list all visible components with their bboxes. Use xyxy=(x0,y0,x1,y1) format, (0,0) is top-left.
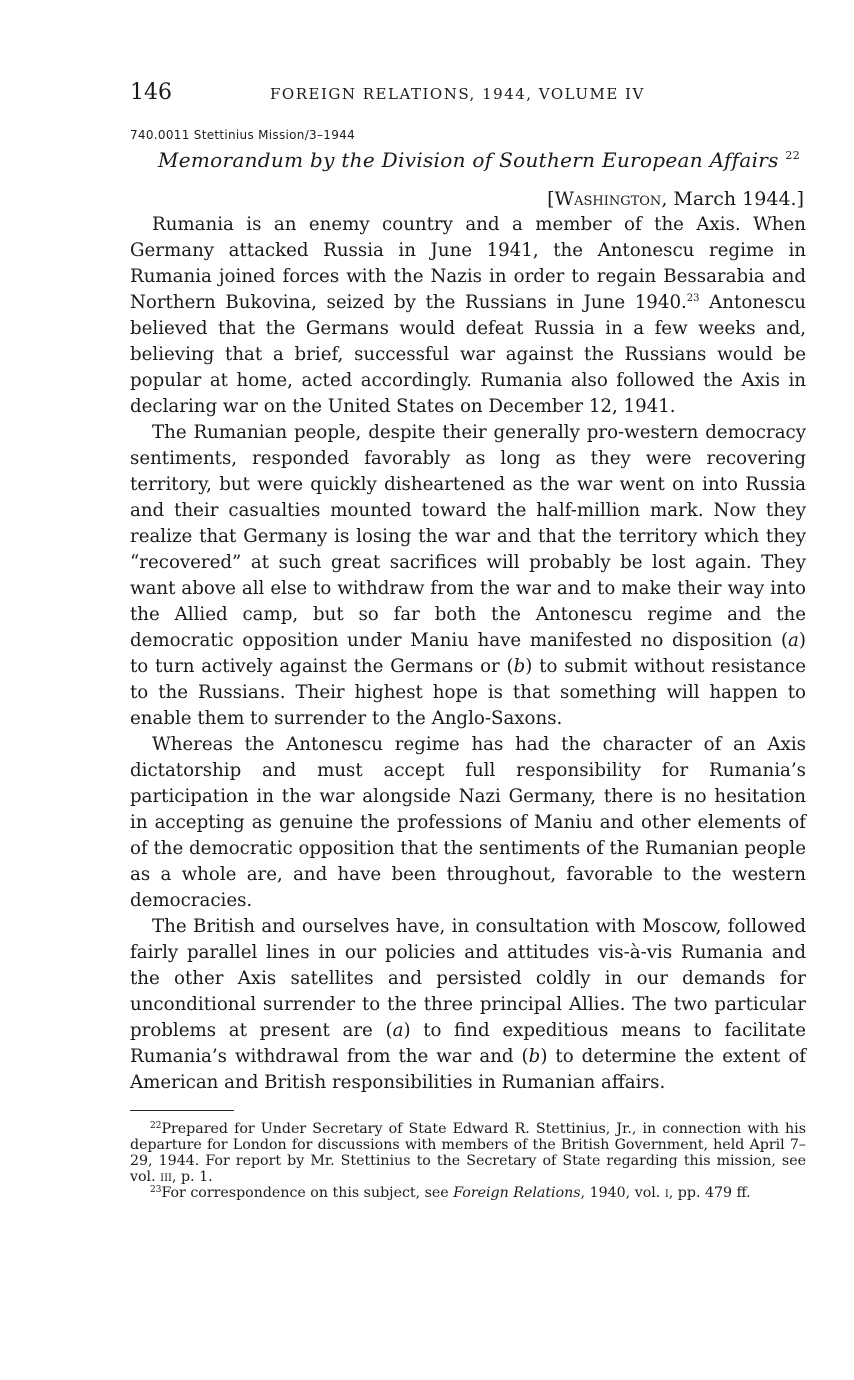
paragraph-2-text-c: ) to submit without resistance to the Russians. Their highest hope is that something will happen to enable them to surrender to the Anglo-Saxons. xyxy=(130,656,806,729)
running-title: FOREIGN RELATIONS, 1944, VOLUME IV xyxy=(270,85,645,103)
page-number: 146 xyxy=(130,80,172,105)
title-footnote-ref: 22 xyxy=(785,149,801,162)
dateline-date: , March 1944. xyxy=(661,188,797,210)
document-title xyxy=(158,148,806,172)
paragraph-4-item-b: b xyxy=(528,1046,541,1067)
footnote-23-marker: 23 xyxy=(150,1185,162,1195)
paragraph-2-text-a: The Rumanian people, despite their generally pro-western democracy sentiments, responded favorably as long as they were recovering territory, but were quickly disheartened as the war went on into Russia and their casualties mounted toward the half-million mark. Now they realize that Germany is losing the war and that the territory which they “recovered” at such great sacrifices will probably be lost again. They want above all else to withdraw from the war and to make their way into the Allied camp, but so far both the Antonescu regime and the democratic opposition under Maniu have manifested no disposition ( xyxy=(130,422,806,651)
footnote-divider xyxy=(130,1110,234,1111)
paragraph-4-text-a: The British and ourselves have, in consultation with Moscow, followed fairly parallel lines in our policies and attitudes vis-à-vis Rumania and the other Axis satellites and persisted coldly in our demands for unconditional surrender to the three principal Allies. The two particular problems at present are ( xyxy=(130,916,806,1041)
file-number: 740.0011 Stettinius Mission/3–1944 xyxy=(130,128,356,142)
paragraph-1 xyxy=(130,212,806,420)
paragraph-4-item-a: a xyxy=(392,1020,404,1041)
footnote-23-text-a: For correspondence on this subject, see xyxy=(161,1185,454,1201)
footnote-23-volume: i xyxy=(664,1185,669,1201)
paragraph-4-text-b: ) to find expeditious means to facilitate Rumania’s withdrawal from the war and ( xyxy=(130,1020,806,1067)
paragraph-4 xyxy=(130,914,806,1096)
dateline-place: Washington xyxy=(554,188,662,210)
footnote-23-italic-title: Foreign Relations xyxy=(453,1185,581,1201)
paragraph-3: Whereas the Antonescu regime has had the character of an Axis dictatorship and must accept full responsibility for Rumania’s participation in the war alongside Nazi Germany, there is no hesitation in accepting as genuine the professions of Maniu and other elements of of the democratic opposition that the sentiments of the Rumanian people as a whole are, and have been throughout, favorable to the western democracies. xyxy=(130,734,806,911)
paragraph-1-text-a: Rumania is an enemy country and a member of the Axis. When Germany attacked Russia in June 1941, the Antonescu regime in Rumania joined forces with the Nazis in order to regain Bessarabia and Northern Bukovina, seized by the Russians in June 1940. xyxy=(130,214,806,313)
running-head xyxy=(130,80,806,114)
paragraph-1-text-b: Antonescu believed that the Germans would defeat Russia in a few weeks and, believing that a brief, successful war against the Russians would be popular at home, acted accordingly. Rumania also followed the Axis in declaring war on the United States on December 12, 1941. xyxy=(130,292,806,417)
paragraph-4-text-c: ) to determine the extent of American and British responsibilities in Rumanian affairs. xyxy=(130,1046,806,1093)
footnotes xyxy=(130,1121,806,1201)
footnote-22-volume: iii xyxy=(160,1169,172,1185)
footnote-22-marker: 22 xyxy=(150,1121,162,1131)
dateline: [Washington, March 1944.] xyxy=(547,188,804,210)
footnote-22-text: Prepared for Under Secretary of State Edward R. Stettinius, Jr., in connection with his departure for London for discussions with members of the British Government, held April 7–29, 1944. For report by Mr. Stettinius to the Secretary of State regarding this mission, see vol. xyxy=(130,1121,806,1185)
footnote-22-text-end: , p. 1. xyxy=(171,1169,213,1185)
body-text xyxy=(130,212,806,1096)
footnote-23-text-b: , 1940, vol. xyxy=(580,1185,665,1201)
footnote-ref-23: 23 xyxy=(686,293,700,304)
footnote-22 xyxy=(130,1121,806,1185)
paragraph-2-item-b: b xyxy=(513,656,526,677)
paragraph-2 xyxy=(130,420,806,732)
document-title-text: Memorandum by the Division of Southern European Affairs xyxy=(158,148,779,172)
paragraph-2-text-b: ) to turn actively against the Germans or ( xyxy=(130,630,806,677)
footnote-23 xyxy=(130,1185,806,1201)
footnote-23-text-c: , pp. 479 ff. xyxy=(668,1185,751,1201)
paragraph-2-item-a: a xyxy=(788,630,799,651)
document-page xyxy=(130,80,806,1201)
